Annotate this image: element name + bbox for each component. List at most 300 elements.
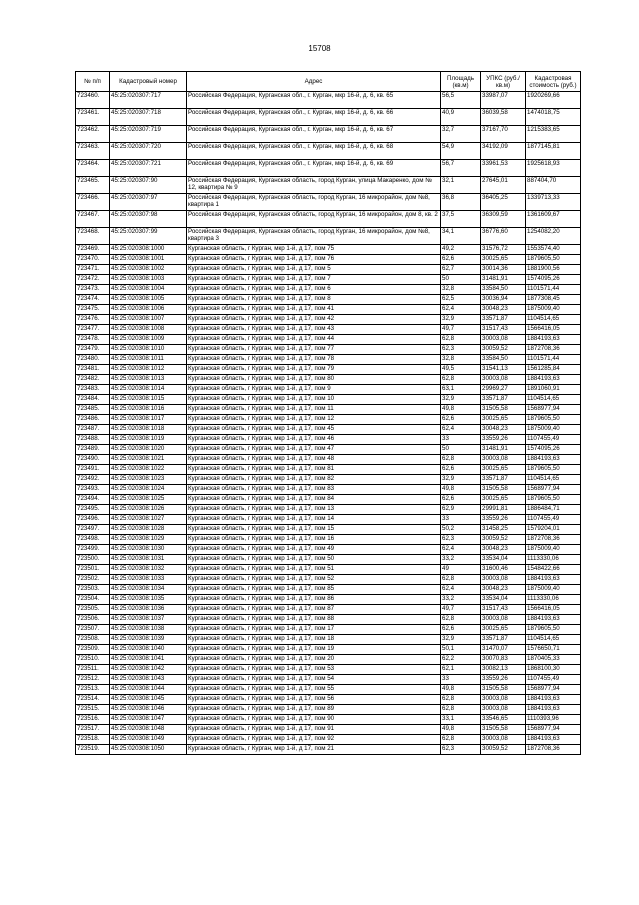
cell-address: Курганская область, г Курган, мкр 1-й, д 17, пом 6 [187,285,441,295]
cell-row-number: 723496. [76,515,110,525]
cell-address: Российская Федерация, Курганская обл., г. Курган, мкр 16-й, д. 6, кв. 67 [187,126,441,143]
cell-upks: 33571,87 [481,475,526,485]
cell-cadastral-number: 45:25:020308:1040 [110,645,187,655]
cell-area: 62,4 [441,305,481,315]
cell-row-number: 723486. [76,415,110,425]
cell-row-number: 723498. [76,535,110,545]
cell-upks: 31481,91 [481,275,526,285]
table-row [76,177,581,194]
cell-row-number: 723506. [76,615,110,625]
cell-address: Курганская область, г Курган, мкр 1-й, д 17, пом 56 [187,695,441,705]
cell-area: 63,1 [441,385,481,395]
cell-area: 33,1 [441,715,481,725]
cell-cadastral-number: 45:25:020307:717 [110,92,187,109]
table-row [76,395,581,405]
cell-address: Российская Федерация, Курганская область, город Курган, 16 микрорайон, дом 8, кв. 2 [187,211,441,228]
table-row [76,275,581,285]
cell-cadastral-number: 45:25:020308:1013 [110,375,187,385]
cell-address: Курганская область, г Курган, мкр 1-й, д 17, пом 76 [187,255,441,265]
cell-row-number: 723499. [76,545,110,555]
cell-area: 34,1 [441,228,481,245]
cell-row-number: 723512. [76,675,110,685]
cell-area: 62,2 [441,655,481,665]
cell-upks: 30036,94 [481,295,526,305]
cell-address: Курганская область, г Курган, мкр 1-й, д 17, пом 90 [187,715,441,725]
cell-upks: 30048,23 [481,425,526,435]
table-row [76,465,581,475]
cell-row-number: 723516. [76,715,110,725]
cell-cadastral-number: 45:25:020308:1011 [110,355,187,365]
cell-area: 62,4 [441,545,481,555]
cell-upks: 33571,87 [481,395,526,405]
cell-row-number: 723467. [76,211,110,228]
cell-cadastral-value: 1920269,66 [526,92,581,109]
cell-area: 32,1 [441,177,481,194]
cell-area: 33,2 [441,555,481,565]
cell-area: 49,5 [441,365,481,375]
table-row [76,635,581,645]
table-row [76,435,581,445]
cell-address: Курганская область, г Курган, мкр 1-й, д 17, пом 92 [187,735,441,745]
cell-address: Российская Федерация, Курганская обл., г. Курган, мкр 16-й, д. 6, кв. 66 [187,109,441,126]
cell-area: 37,5 [441,211,481,228]
cell-upks: 30003,08 [481,575,526,585]
cell-cadastral-value: 1879605,50 [526,415,581,425]
table-row [76,445,581,455]
cell-upks: 30014,36 [481,265,526,275]
cell-cadastral-value: 1104514,65 [526,635,581,645]
cell-cadastral-value: 1886484,71 [526,505,581,515]
cell-upks: 31505,58 [481,725,526,735]
cell-upks: 30003,08 [481,455,526,465]
cell-address: Курганская область, г Курган, мкр 1-й, д 17, пом 16 [187,535,441,545]
cell-row-number: 723517. [76,725,110,735]
cell-address: Курганская область, г Курган, мкр 1-й, д 17, пом 55 [187,685,441,695]
cell-cadastral-number: 45:25:020308:1008 [110,325,187,335]
table-row [76,245,581,255]
cell-upks: 36309,59 [481,211,526,228]
cell-upks: 31541,13 [481,365,526,375]
cell-address: Курганская область, г Курган, мкр 1-й, д 17, пом 13 [187,505,441,515]
cell-upks: 30025,65 [481,255,526,265]
cell-row-number: 723519. [76,745,110,755]
cell-area: 50,2 [441,525,481,535]
cell-address: Курганская область, г Курган, мкр 1-й, д 17, пом 18 [187,635,441,645]
cell-row-number: 723511. [76,665,110,675]
cell-cadastral-value: 1875009,40 [526,425,581,435]
cell-address: Курганская область, г Курган, мкр 1-й, д 17, пом 53 [187,665,441,675]
table-row [76,515,581,525]
table-body [76,92,581,755]
cell-row-number: 723495. [76,505,110,515]
cell-area: 62,8 [441,455,481,465]
cell-address: Курганская область, г Курган, мкр 1-й, д 17, пом 52 [187,575,441,585]
cell-area: 49,7 [441,605,481,615]
cell-cadastral-value: 1101571,44 [526,355,581,365]
cell-upks: 30070,83 [481,655,526,665]
page-number: 15708 [308,44,331,53]
cell-row-number: 723487. [76,425,110,435]
cell-area: 49,8 [441,725,481,735]
cell-address: Курганская область, г Курган, мкр 1-й, д 17, пом 47 [187,445,441,455]
cell-area: 62,6 [441,495,481,505]
cell-upks: 30025,65 [481,415,526,425]
cell-area: 62,4 [441,425,481,435]
cell-upks: 33987,07 [481,92,526,109]
table-row [76,425,581,435]
cell-row-number: 723479. [76,345,110,355]
cell-address: Курганская область, г Курган, мкр 1-й, д 17, пом 9 [187,385,441,395]
cell-area: 62,6 [441,625,481,635]
table-row [76,375,581,385]
cell-area: 50 [441,445,481,455]
cell-cadastral-value: 1568977,94 [526,405,581,415]
table-row [76,575,581,585]
cell-address: Курганская область, г Курган, мкр 1-й, д 17, пом 41 [187,305,441,315]
cell-cadastral-number: 45:25:020308:1035 [110,595,187,605]
cell-area: 36,8 [441,194,481,211]
cell-address: Курганская область, г Курган, мкр 1-й, д 17, пом 46 [187,435,441,445]
table-row [76,565,581,575]
cell-upks: 30048,23 [481,305,526,315]
cell-address: Курганская область, г Курган, мкр 1-й, д 17, пом 43 [187,325,441,335]
cell-row-number: 723475. [76,305,110,315]
cell-cadastral-value: 1574095,26 [526,445,581,455]
cell-cadastral-value: 1104514,65 [526,475,581,485]
cell-row-number: 723476. [76,315,110,325]
cell-row-number: 723463. [76,143,110,160]
cell-address: Курганская область, г Курган, мкр 1-й, д 17, пом 80 [187,375,441,385]
cell-cadastral-value: 1872708,36 [526,745,581,755]
table-row [76,525,581,535]
cell-row-number: 723483. [76,385,110,395]
cell-row-number: 723497. [76,525,110,535]
cell-cadastral-value: 1113330,06 [526,555,581,565]
cell-row-number: 723478. [76,335,110,345]
cell-area: 49,2 [441,245,481,255]
cell-cadastral-number: 45:25:020308:1027 [110,515,187,525]
cell-address: Курганская область, г Курган, мкр 1-й, д 17, пом 51 [187,565,441,575]
cell-cadastral-number: 45:25:020307:718 [110,109,187,126]
table-row [76,665,581,675]
cell-cadastral-number: 45:25:020307:98 [110,211,187,228]
table-row [76,194,581,211]
cell-row-number: 723481. [76,365,110,375]
cadastral-value-table [75,71,581,755]
cell-upks: 33559,26 [481,675,526,685]
cell-upks: 37167,70 [481,126,526,143]
cell-upks: 33584,50 [481,355,526,365]
cell-area: 62,6 [441,465,481,475]
cell-upks: 33571,87 [481,315,526,325]
cell-cadastral-value: 1574095,26 [526,275,581,285]
column-header-cadastral-value: Кадастровая стоимость (руб.) [526,72,581,92]
cell-upks: 30082,13 [481,665,526,675]
cell-cadastral-value: 1879605,50 [526,465,581,475]
cell-cadastral-value: 1101571,44 [526,285,581,295]
table-row [76,315,581,325]
cell-cadastral-value: 1879605,50 [526,255,581,265]
table-row [76,505,581,515]
cell-cadastral-number: 45:25:020307:719 [110,126,187,143]
cell-address: Курганская область, г Курган, мкр 1-й, д 17, пом 75 [187,245,441,255]
cell-address: Курганская область, г Курган, мкр 1-й, д 17, пом 86 [187,595,441,605]
cell-row-number: 723509. [76,645,110,655]
cell-upks: 33534,04 [481,595,526,605]
cell-row-number: 723462. [76,126,110,143]
cell-address: Курганская область, г Курган, мкр 1-й, д 17, пом 49 [187,545,441,555]
cell-cadastral-value: 1877145,81 [526,143,581,160]
cell-area: 62,6 [441,415,481,425]
cell-upks: 36405,25 [481,194,526,211]
cell-cadastral-number: 45:25:020308:1026 [110,505,187,515]
cell-area: 40,9 [441,109,481,126]
cell-cadastral-number: 45:25:020308:1050 [110,745,187,755]
cell-area: 62,8 [441,615,481,625]
cell-upks: 30059,52 [481,345,526,355]
cell-row-number: 723488. [76,435,110,445]
cell-cadastral-value: 1884193,63 [526,575,581,585]
cell-cadastral-number: 45:25:020307:99 [110,228,187,245]
cell-cadastral-number: 45:25:020308:1006 [110,305,187,315]
cell-address: Российская Федерация, Курганская область, город Курган, 16 микрорайон, дом №8, квартира 3 [187,228,441,245]
cell-upks: 31505,58 [481,405,526,415]
cell-address: Курганская область, г Курган, мкр 1-й, д 17, пом 8 [187,295,441,305]
cell-area: 62,3 [441,345,481,355]
cell-cadastral-value: 1215383,65 [526,126,581,143]
cell-address: Курганская область, г Курган, мкр 1-й, д 17, пом 91 [187,725,441,735]
cell-upks: 34192,09 [481,143,526,160]
cell-cadastral-number: 45:25:020308:1044 [110,685,187,695]
cell-upks: 31517,43 [481,325,526,335]
table-row [76,455,581,465]
cell-cadastral-value: 1339713,33 [526,194,581,211]
table-row [76,385,581,395]
cell-cadastral-value: 1879605,50 [526,495,581,505]
cell-upks: 33559,26 [481,435,526,445]
cell-upks: 36039,58 [481,109,526,126]
cell-address: Курганская область, г Курган, мкр 1-й, д 17, пом 83 [187,485,441,495]
cell-upks: 29969,27 [481,385,526,395]
cell-upks: 31481,91 [481,445,526,455]
cell-cadastral-value: 1568977,94 [526,725,581,735]
table-row [76,655,581,665]
cell-row-number: 723491. [76,465,110,475]
table-row [76,595,581,605]
cell-cadastral-number: 45:25:020308:1030 [110,545,187,555]
cell-address: Курганская область, г Курган, мкр 1-й, д 17, пом 14 [187,515,441,525]
cell-cadastral-value: 1868100,30 [526,665,581,675]
cell-address: Курганская область, г Курган, мкр 1-й, д 17, пом 5 [187,265,441,275]
table-row [76,325,581,335]
cell-cadastral-number: 45:25:020308:1007 [110,315,187,325]
cell-upks: 31505,58 [481,485,526,495]
cell-upks: 36776,60 [481,228,526,245]
cell-address: Курганская область, г Курган, мкр 1-й, д 17, пом 17 [187,625,441,635]
table-row [76,285,581,295]
table-row [76,109,581,126]
cell-address: Курганская область, г Курган, мкр 1-й, д 17, пом 21 [187,745,441,755]
cell-cadastral-value: 1875009,40 [526,305,581,315]
cell-address: Курганская область, г Курган, мкр 1-й, д 17, пом 7 [187,275,441,285]
cell-row-number: 723510. [76,655,110,665]
cell-upks: 31505,58 [481,685,526,695]
cell-cadastral-number: 45:25:020308:1025 [110,495,187,505]
cell-row-number: 723502. [76,575,110,585]
cell-cadastral-number: 45:25:020308:1033 [110,575,187,585]
cell-area: 49,8 [441,685,481,695]
table-row [76,265,581,275]
cell-cadastral-value: 1107455,49 [526,435,581,445]
table-row [76,495,581,505]
cell-row-number: 723468. [76,228,110,245]
table-row [76,685,581,695]
cell-cadastral-value: 1104514,65 [526,315,581,325]
cell-cadastral-value: 1566416,05 [526,325,581,335]
cell-upks: 33559,26 [481,515,526,525]
cell-row-number: 723472. [76,275,110,285]
cell-address: Курганская область, г Курган, мкр 1-й, д 17, пом 87 [187,605,441,615]
cell-cadastral-value: 1361609,67 [526,211,581,228]
cell-cadastral-value: 1884193,63 [526,615,581,625]
cell-area: 49,8 [441,485,481,495]
table-row [76,625,581,635]
cell-area: 62,5 [441,295,481,305]
cell-cadastral-number: 45:25:020308:1005 [110,295,187,305]
cell-cadastral-value: 1879605,50 [526,625,581,635]
table-header-row [76,72,581,92]
cell-row-number: 723460. [76,92,110,109]
cell-cadastral-number: 45:25:020308:1032 [110,565,187,575]
cell-address: Курганская область, г Курган, мкр 1-й, д 17, пом 82 [187,475,441,485]
cell-cadastral-number: 45:25:020308:1024 [110,485,187,495]
cell-cadastral-number: 45:25:020308:1036 [110,605,187,615]
cell-area: 56,7 [441,160,481,177]
cell-row-number: 723507. [76,625,110,635]
table-row [76,305,581,315]
cell-upks: 30025,65 [481,465,526,475]
cell-area: 54,9 [441,143,481,160]
cell-row-number: 723518. [76,735,110,745]
cell-cadastral-number: 45:25:020308:1031 [110,555,187,565]
cell-area: 62,4 [441,585,481,595]
cell-cadastral-value: 1875009,40 [526,545,581,555]
cell-upks: 30003,08 [481,335,526,345]
table-row [76,143,581,160]
cell-upks: 31600,46 [481,565,526,575]
table-row [76,695,581,705]
cell-address: Курганская область, г Курган, мкр 1-й, д 17, пом 12 [187,415,441,425]
cell-address: Курганская область, г Курган, мкр 1-й, д 17, пом 79 [187,365,441,375]
cell-area: 32,9 [441,475,481,485]
cell-area: 62,3 [441,745,481,755]
cell-area: 33 [441,675,481,685]
cell-cadastral-value: 1566416,05 [526,605,581,615]
cell-upks: 31470,07 [481,645,526,655]
cell-cadastral-number: 45:25:020308:1029 [110,535,187,545]
table-row [76,126,581,143]
cell-area: 62,6 [441,255,481,265]
cell-cadastral-value: 1579204,01 [526,525,581,535]
cell-area: 62,8 [441,695,481,705]
cell-cadastral-number: 45:25:020308:1039 [110,635,187,645]
cell-cadastral-value: 1884193,63 [526,695,581,705]
table-row [76,545,581,555]
cell-cadastral-number: 45:25:020308:1000 [110,245,187,255]
cell-row-number: 723513. [76,685,110,695]
cell-area: 32,9 [441,315,481,325]
cell-cadastral-number: 45:25:020308:1023 [110,475,187,485]
cell-area: 62,9 [441,505,481,515]
cell-cadastral-value: 1553574,40 [526,245,581,255]
cell-address: Курганская область, г Курган, мкр 1-й, д 17, пом 81 [187,465,441,475]
cell-row-number: 723503. [76,585,110,595]
cell-cadastral-value: 1872708,36 [526,345,581,355]
cell-cadastral-number: 45:25:020307:720 [110,143,187,160]
table-row [76,605,581,615]
cell-cadastral-number: 45:25:020308:1014 [110,385,187,395]
cell-cadastral-number: 45:25:020308:1012 [110,365,187,375]
cell-upks: 30003,08 [481,615,526,625]
cell-address: Курганская область, г Курган, мкр 1-й, д 17, пом 78 [187,355,441,365]
cell-row-number: 723492. [76,475,110,485]
table-row [76,715,581,725]
cell-row-number: 723490. [76,455,110,465]
table-row [76,585,581,595]
table-row [76,615,581,625]
column-header-address: Адрес [187,72,441,92]
cell-area: 49,7 [441,325,481,335]
table-row [76,405,581,415]
cell-cadastral-number: 45:25:020308:1042 [110,665,187,675]
cell-cadastral-value: 1881900,56 [526,265,581,275]
cell-area: 49 [441,565,481,575]
cell-upks: 31458,25 [481,525,526,535]
table-row [76,535,581,545]
cell-upks: 30059,52 [481,745,526,755]
cell-row-number: 723477. [76,325,110,335]
cell-row-number: 723484. [76,395,110,405]
cell-upks: 30025,65 [481,495,526,505]
cell-cadastral-number: 45:25:020308:1016 [110,405,187,415]
cell-cadastral-value: 1568977,94 [526,485,581,495]
table-row [76,365,581,375]
cell-address: Курганская область, г Курган, мкр 1-й, д 17, пом 88 [187,615,441,625]
cell-cadastral-number: 45:25:020308:1041 [110,655,187,665]
cell-cadastral-number: 45:25:020308:1003 [110,275,187,285]
cell-cadastral-value: 1872708,36 [526,535,581,545]
cell-row-number: 723515. [76,705,110,715]
cell-cadastral-number: 45:25:020308:1009 [110,335,187,345]
cell-address: Курганская область, г Курган, мкр 1-й, д 17, пом 48 [187,455,441,465]
cell-area: 62,8 [441,375,481,385]
cell-row-number: 723504. [76,595,110,605]
table-row [76,255,581,265]
cell-cadastral-number: 45:25:020308:1019 [110,435,187,445]
cell-upks: 31576,72 [481,245,526,255]
cell-row-number: 723494. [76,495,110,505]
cell-area: 32,9 [441,395,481,405]
cell-row-number: 723466. [76,194,110,211]
cell-cadastral-number: 45:25:020308:1048 [110,725,187,735]
cell-upks: 30025,65 [481,625,526,635]
cell-row-number: 723465. [76,177,110,194]
cell-area: 62,8 [441,705,481,715]
cell-address: Российская Федерация, Курганская область, город Курган, 16 микрорайон, дом №8, квартира 1 [187,194,441,211]
cell-area: 62,1 [441,665,481,675]
cell-cadastral-value: 1548422,66 [526,565,581,575]
cell-cadastral-value: 1870405,33 [526,655,581,665]
